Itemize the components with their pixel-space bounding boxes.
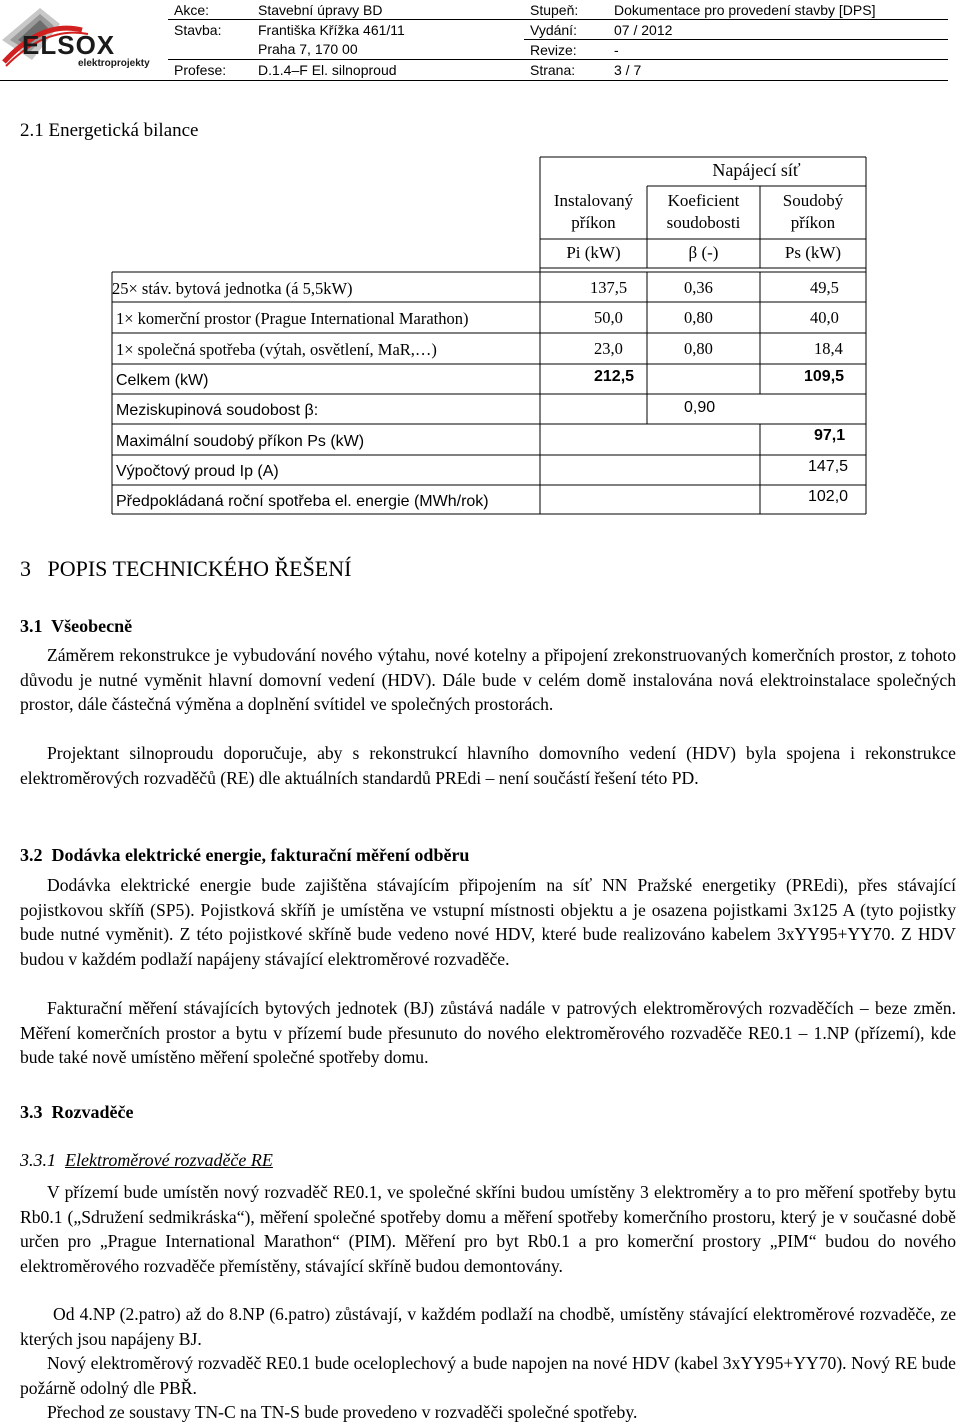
row-ps: 49,5 bbox=[810, 278, 839, 297]
row-label-celkem: Celkem (kW) bbox=[116, 372, 209, 389]
paragraph bbox=[20, 1302, 956, 1351]
total-pi: 212,5 bbox=[594, 368, 635, 385]
paragraph bbox=[20, 1400, 956, 1425]
meziskupinova-beta: 0,90 bbox=[684, 399, 716, 416]
header-label: Stupeň: bbox=[524, 0, 608, 20]
header-value: 07 / 2012 bbox=[608, 20, 948, 40]
spotreba-value: 102,0 bbox=[808, 488, 849, 505]
col-header-line: Instalovaný bbox=[553, 191, 634, 210]
paragraph bbox=[20, 1351, 956, 1400]
section-3-3-title: 3.3 Rozvaděče bbox=[20, 1102, 134, 1122]
paragraph bbox=[20, 741, 956, 790]
paragraph-text: Dodávka elektrické energie bude zajištěna stávajícím připojením na síť NN Pražské energetiky (PREdi), přes stávající pojistkovou skříň (SP5). Pojistková skříň je umístěna ve vstupní místnosti objektu a je osazena pojistkami 3x125 A (tyto pojistky bude nutné vyměnit). Z této pojistkové skříně bude vedeno nové HDV, které bude realizováno kabelem 3xYY95+YY70. Z HDV budou v každém podlaží napájeny stávající elektroměrové rozvaděče. bbox=[20, 875, 956, 969]
header-value: Praha 7, 170 00 bbox=[252, 40, 524, 60]
section-3-1-title: 3.1 Všeobecně bbox=[20, 616, 133, 636]
col-header-soudoby bbox=[760, 190, 866, 234]
header-value: Františka Křížka 461/11 bbox=[258, 21, 405, 38]
header-value: Stavební úpravy BD bbox=[252, 0, 524, 20]
unit-pi: Pi (kW) bbox=[566, 243, 621, 262]
paragraph bbox=[20, 643, 956, 717]
col-header-line: soudobosti bbox=[666, 213, 741, 232]
unit-beta: β (-) bbox=[688, 243, 719, 262]
logo-subtitle: elektroprojekty bbox=[78, 58, 150, 69]
header-label: Strana: bbox=[530, 61, 576, 78]
row-pi: 50,0 bbox=[594, 308, 623, 327]
row-beta: 0,80 bbox=[684, 308, 713, 327]
header-label: Stavba: bbox=[174, 21, 222, 38]
max-ps-value: 97,1 bbox=[814, 427, 846, 444]
paragraph-text: Od 4.NP (2.patro) až do 8.NP (6.patro) zůstávají, v každém podlaží na chodbě, umístěny stávající elektroměrové rozvaděče, ze kterých jsou napájeny BJ. bbox=[20, 1304, 956, 1349]
paragraph bbox=[20, 1180, 956, 1278]
header-value: Dokumentace pro provedení stavby [DPS] bbox=[608, 0, 948, 20]
row-label-max-ps: Maximální soudobý příkon Ps (kW) bbox=[116, 433, 365, 450]
row-pi: 137,5 bbox=[590, 278, 628, 297]
col-header-koeficient bbox=[647, 190, 760, 234]
section-3-title: 3 POPIS TECHNICKÉHO ŘEŠENÍ bbox=[20, 556, 352, 581]
paragraph-text: V přízemí bude umístěn nový rozvaděč RE0.1, ve společné skříni budou umístěny 3 elektroměry a to pro měření spotřeby bytu Rb0.1 („Sdružení sedmikráska“), měření společné spotřeby domu a měření spotřeby komerčního prostoru, který je v současné době určen pro „Prague International Marathon“ (PIM). Měření pro byt Rb0.1 a pro komerční prostory „PIM“ budou do nového elektroměrového rozvaděče přemístěny, stávající skříně budou demontovány. bbox=[20, 1182, 956, 1276]
header-label: Profese: bbox=[174, 61, 227, 78]
paragraph-text: Projektant silnoproudu doporučuje, aby s rekonstrukcí hlavního domovního vedení (HDV) byla spojena i rekonstrukce elektroměrových rozvaděčů (RE) dle aktuálních standardů PREdi – není součástí řešení této PD. bbox=[20, 743, 956, 788]
paragraph-text: Fakturační měření stávajících bytových jednotek (BJ) zůstává nadále v patrových elektroměrových rozvaděčích – beze změn. Měření komerčních prostor a bytu v přízemí bude přesunuto do nového elektroměrového rozvaděče RE0.1 – 1.NP (přízemí), kde bude také nově umístěno měření společné spotřeby domu. bbox=[20, 998, 956, 1067]
total-ps: 109,5 bbox=[804, 368, 845, 385]
group-header-napajeci-sit: Napájecí síť bbox=[712, 160, 801, 180]
unit-ps: Ps (kW) bbox=[784, 243, 842, 262]
header-value: - bbox=[608, 40, 948, 60]
proud-value: 147,5 bbox=[808, 458, 849, 475]
logo-text: ELSOX bbox=[22, 30, 116, 60]
col-header-line: příkon bbox=[571, 213, 616, 232]
header-label: Revize: bbox=[524, 40, 608, 60]
header-label: Akce: bbox=[168, 0, 252, 20]
col-header-line: příkon bbox=[790, 213, 836, 232]
section-2-1-title: 2.1 Energetická bilance bbox=[20, 120, 199, 141]
row-label: 1× společná spotřeba (výtah, osvětlení, MaR,…) bbox=[116, 340, 437, 359]
row-ps: 18,4 bbox=[814, 339, 843, 358]
section-3-3-1-title bbox=[20, 1150, 273, 1171]
row-label-spotreba: Předpokládaná roční spotřeba el. energie (MWh/rok) bbox=[116, 493, 489, 510]
row-label-meziskupinova: Meziskupinová soudobost β: bbox=[116, 402, 319, 419]
row-beta: 0,36 bbox=[684, 278, 713, 297]
col-header-instalovany bbox=[540, 190, 647, 234]
section-number: 3.3.1 bbox=[20, 1150, 56, 1170]
row-label: 1× komerční prostor (Prague International Marathon) bbox=[116, 309, 469, 328]
row-ps: 40,0 bbox=[810, 308, 839, 327]
section-3-2-title: 3.2 Dodávka elektrické energie, fakturační měření odběru bbox=[20, 845, 470, 865]
header-value: D.1.4–F El. silnoproud bbox=[258, 61, 397, 78]
row-beta: 0,80 bbox=[684, 339, 713, 358]
paragraph-text: Přechod ze soustavy TN-C na TN-S bude provedeno v rozvaděči společné spotřeby. bbox=[47, 1402, 638, 1422]
col-header-line: Soudobý bbox=[782, 191, 844, 210]
header-value: 3 / 7 bbox=[614, 61, 642, 78]
paragraph-text: Záměrem rekonstrukce je vybudování nového výtahu, nové kotelny a připojení zrekonstruovaných komerčních prostor, z tohoto důvodu je nutné vyměnit hlavní domovní vedení (HDV). Dále bude v celém domě instalována nová elektroinstalace společných prostor, dále částečná výměna a doplnění svítidel ve společných prostorách. bbox=[20, 645, 956, 714]
col-header-line: Koeficient bbox=[667, 191, 740, 210]
paragraph-text: Nový elektroměrový rozvaděč RE0.1 bude oceloplechový a bude napojen na nové HDV (kabel 3xYY95+YY70). Nový RE bude požárně odolný dle PBŘ. bbox=[20, 1353, 956, 1398]
paragraph bbox=[20, 873, 956, 971]
row-label: 25× stáv. bytová jednotka (á 5,5kW) bbox=[112, 279, 353, 298]
paragraph bbox=[20, 996, 956, 1070]
row-pi: 23,0 bbox=[594, 339, 623, 358]
row-label-proud: Výpočtový proud Ip (A) bbox=[116, 463, 279, 480]
header-label: Vydání: bbox=[524, 20, 608, 40]
section-heading: Elektroměrové rozvaděče RE bbox=[65, 1150, 273, 1170]
